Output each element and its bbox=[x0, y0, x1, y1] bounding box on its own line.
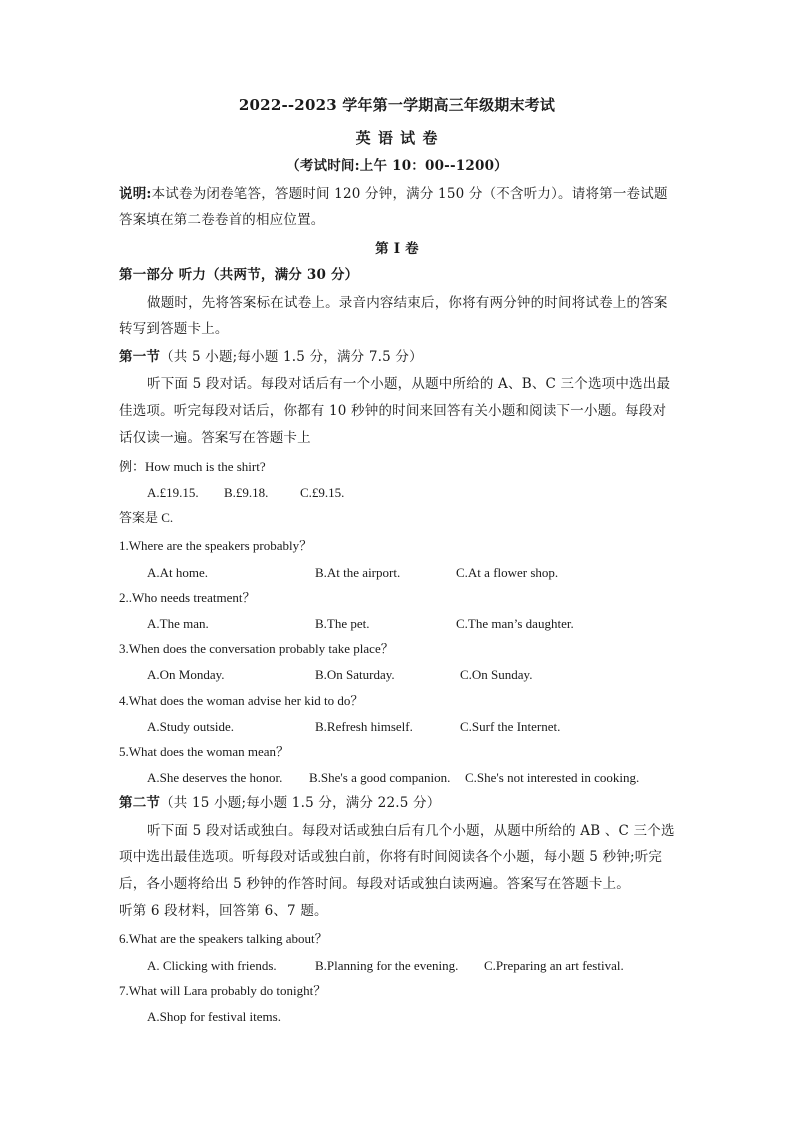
section2-heading-detail: （共 15 小题;每小题 1.5 分，满分 22.5 分） bbox=[160, 795, 441, 811]
q1-option-b: B.At the airport. bbox=[315, 565, 401, 580]
part1-intro-1: 做题时，先将答案标在试卷上。录音内容结束后，你将有两分钟的时间将试卷上的答案 bbox=[147, 295, 668, 311]
part1-heading: 第一部分 听力（共两节，满分 30 分） bbox=[119, 267, 359, 283]
q6-option-c: C.Preparing an art festival. bbox=[484, 958, 624, 973]
q5-option-b: B.She's a good companion. bbox=[309, 770, 451, 785]
question-5: 5.What does the woman mean？ bbox=[119, 744, 290, 759]
material-instruction: 听第 6 段材料，回答第 6、7 题。 bbox=[119, 903, 328, 919]
section2-desc-1: 听下面 5 段对话或独白。每段对话或独白后有几个小题，从题中所给的 AB 、C 三个选 bbox=[147, 823, 675, 839]
q7-option-a: A.Shop for festival items. bbox=[147, 1009, 281, 1024]
q2-option-b: B.The pet. bbox=[315, 616, 370, 631]
section2-desc-3: 后，各小题将给出 5 秒钟的作答时间。每段对话或独白读两遍。答案写在答题卡上。 bbox=[119, 876, 630, 892]
q5-option-c: C.She's not interested in cooking. bbox=[465, 770, 640, 785]
q4-option-a: A.Study outside. bbox=[147, 719, 235, 734]
section1-heading-detail: （共 5 小题;每小题 1.5 分，满分 7.5 分） bbox=[160, 349, 423, 365]
section1-desc-1: 听下面 5 段对话。每段对话后有一个小题，从题中所给的 A、B、C 三个选项中选出最 bbox=[147, 376, 671, 392]
example-option-c: C.£9.15. bbox=[300, 485, 345, 500]
section2-desc-2: 项中选出最佳选项。听每段对话或独白前，你将有时间阅读各个小题，每小题 5 秒钟;听完 bbox=[119, 849, 663, 865]
exam-title: 2022--2023 学年第一学期高三年级期末考试 bbox=[238, 96, 556, 114]
example-answer: 答案是 C. bbox=[119, 510, 174, 525]
example-option-a: A.£19.15. bbox=[147, 485, 199, 500]
section1-desc-2: 佳选项。听完每段对话后，你都有 10 秒钟的时间来回答有关小题和阅读下一小题。每段对 bbox=[119, 403, 667, 419]
question-4: 4.What does the woman advise her kid to do？ bbox=[119, 693, 364, 708]
q3-option-a: A.On Monday. bbox=[147, 667, 225, 682]
question-3: 3.When does the conversation probably take place？ bbox=[119, 641, 394, 656]
example-question: 例：How much is the shirt? bbox=[119, 459, 266, 474]
section1-heading bbox=[119, 351, 423, 365]
question-7: 7.What will Lara probably do tonight？ bbox=[119, 983, 327, 998]
part1-intro-2: 转写到答题卡上。 bbox=[119, 321, 229, 337]
instructions-label: 说明: bbox=[119, 186, 152, 202]
q6-option-a: A. Clicking with friends. bbox=[147, 958, 277, 973]
q5-option-a: A.She deserves the honor. bbox=[147, 770, 283, 785]
q3-option-c: C.On Sunday. bbox=[460, 667, 533, 682]
section2-heading-label: 第二节 bbox=[119, 795, 161, 811]
instructions-text-1: 本试卷为闭卷笔答，答题时间 120 分钟，满分 150 分（不含听力）。请将第一卷试题 bbox=[151, 186, 668, 202]
q3-option-b: B.On Saturday. bbox=[315, 667, 395, 682]
q1-option-c: C.At a flower shop. bbox=[456, 565, 559, 580]
q2-option-a: A.The man. bbox=[147, 616, 209, 631]
question-6: 6.What are the speakers talking about？ bbox=[119, 931, 328, 946]
example-option-b: B.£9.18. bbox=[224, 485, 269, 500]
question-1: 1.Where are the speakers probably？ bbox=[119, 538, 313, 553]
instructions-line-1 bbox=[119, 188, 668, 202]
instructions-line-2: 答案填在第二卷卷首的相应位置。 bbox=[119, 212, 325, 228]
q1-option-a: A.At home. bbox=[147, 565, 209, 580]
q6-option-b: B.Planning for the evening. bbox=[315, 958, 459, 973]
exam-time: （考试时间:上午 10：00--1200） bbox=[286, 158, 508, 174]
q2-option-c: C.The man’s daughter. bbox=[456, 616, 574, 631]
volume-title: 第 I 卷 bbox=[375, 241, 419, 257]
subject-title: 英 语 试 卷 bbox=[355, 129, 439, 147]
section1-desc-3: 话仅读一遍。答案写在答题卡上 bbox=[119, 430, 311, 446]
q4-option-c: C.Surf the Internet. bbox=[460, 719, 561, 734]
question-2: 2..Who needs treatment？ bbox=[119, 590, 256, 605]
section2-heading bbox=[119, 797, 440, 811]
q4-option-b: B.Refresh himself. bbox=[315, 719, 413, 734]
section1-heading-label: 第一节 bbox=[119, 349, 161, 365]
